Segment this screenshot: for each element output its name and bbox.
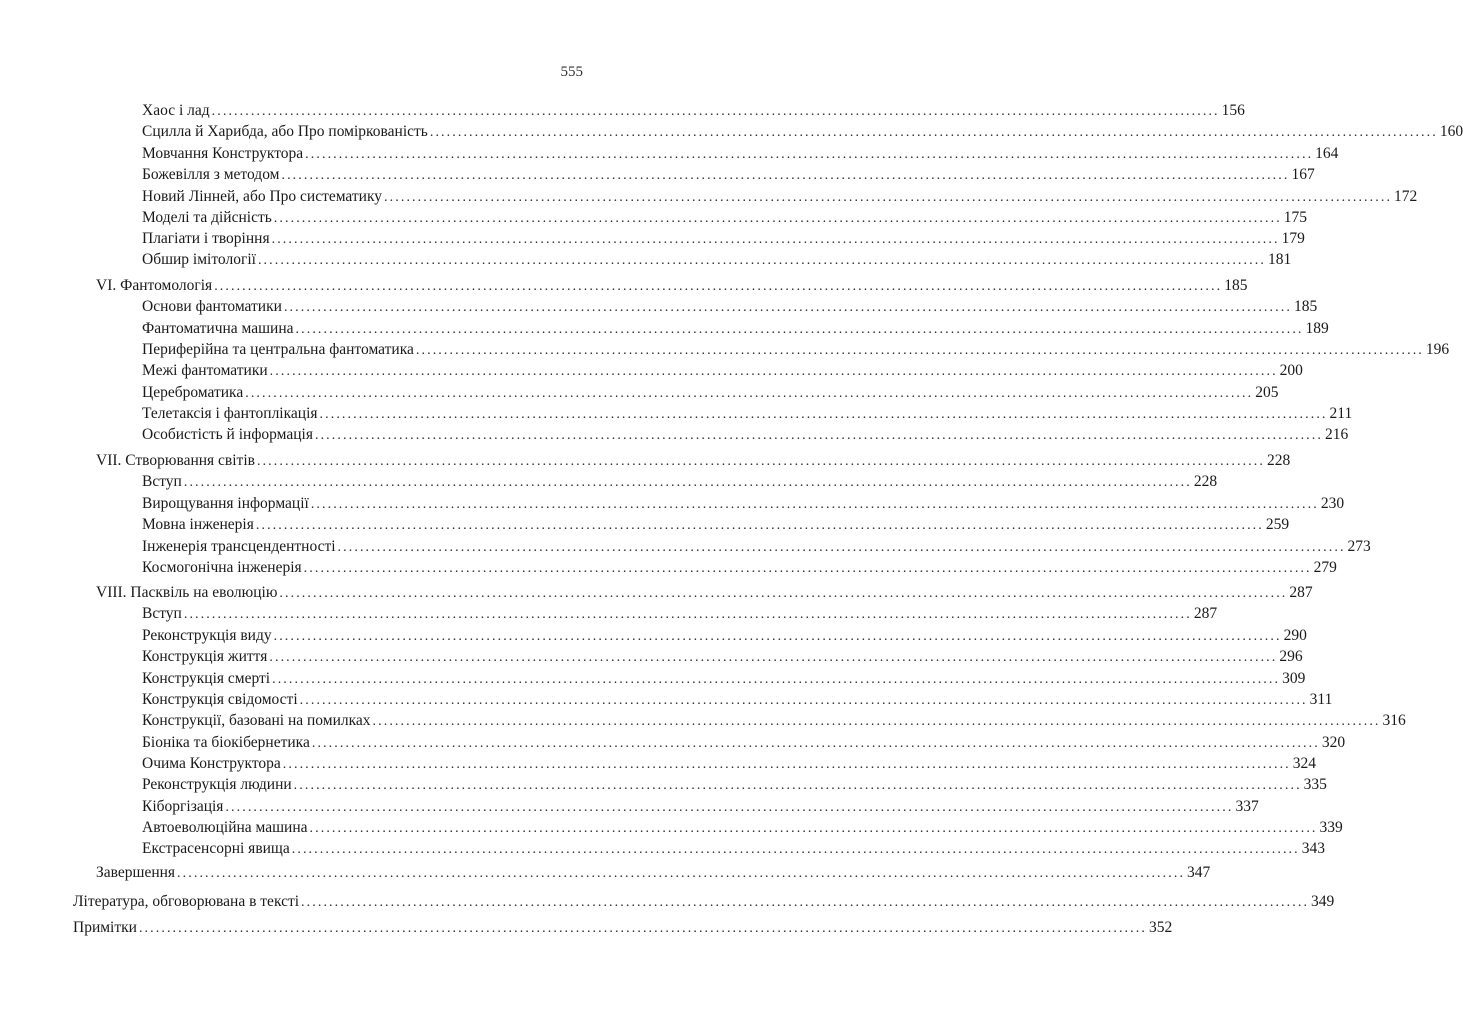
dot-leader: .................................................................................................................................................................................... [279, 586, 1288, 601]
toc-chapter-entry [0, 582, 1313, 604]
toc-entry-title: Завершення [96, 864, 176, 881]
toc-entry-page: 259 [1265, 516, 1290, 533]
dot-leader: .................................................................................................................................................................................... [372, 714, 1381, 729]
dot-leader: .................................................................................................................................................................................... [319, 407, 1328, 422]
toc-entry-page: 352 [1148, 919, 1173, 936]
toc-entry-page: 343 [1301, 840, 1325, 857]
toc-entry-title: Конструкція життя [142, 648, 268, 665]
toc-entry [0, 471, 1218, 493]
toc-entry-page: 228 [1193, 473, 1218, 490]
dot-leader: .................................................................................................................................................................................... [257, 253, 1266, 268]
toc-entry [0, 796, 1259, 818]
dot-leader: .................................................................................................................................................................................... [281, 168, 1290, 183]
toc-entry-title: Периферійна та центральна фантоматика [142, 341, 414, 358]
toc-entry-page: 316 [1382, 712, 1406, 729]
toc-entry-page: 320 [1321, 734, 1346, 751]
toc-entry-title: Плагіати і творіння [142, 230, 270, 247]
toc-entry-page: 156 [1221, 102, 1245, 119]
dot-leader: .................................................................................................................................................................................... [211, 104, 1220, 119]
dot-leader: .................................................................................................................................................................................... [291, 842, 1300, 857]
dot-leader: .................................................................................................................................................................................... [183, 607, 1192, 622]
toc-top-entry [0, 917, 1173, 939]
dot-leader: .................................................................................................................................................................................... [429, 125, 1438, 140]
toc-entry [0, 668, 1306, 690]
dot-leader: .................................................................................................................................................................................... [273, 629, 1282, 644]
toc-entry-title: Інженерія трансцендентності [142, 538, 336, 555]
dot-leader: .................................................................................................................................................................................... [415, 343, 1424, 358]
toc-entry-title: Сцилла й Харибда, або Про поміркованість [142, 123, 428, 140]
toc-entry [0, 838, 1325, 860]
toc-entry [0, 424, 1349, 446]
toc-entry-title: Цереброматика [142, 384, 244, 401]
toc-entry-title: Мовчання Конструктора [142, 145, 304, 162]
toc-entry [0, 339, 1450, 361]
toc-entry-page: 337 [1235, 798, 1259, 815]
toc-entry-title: Конструкції, базовані на помилках [142, 712, 371, 729]
toc-entry-page: 172 [1394, 188, 1418, 205]
toc-entry-page: 189 [1305, 320, 1329, 337]
toc-entry-title: Особистість й інформація [142, 426, 313, 443]
toc-entry-page: 311 [1309, 691, 1333, 708]
toc-entry-page: 273 [1347, 538, 1371, 555]
toc-entry-title: Конструкція свідомості [142, 691, 298, 708]
toc-entry-page: 185 [1293, 298, 1318, 315]
toc-entry-title: VI. Фантомологія [96, 277, 213, 294]
dot-leader: .................................................................................................................................................................................... [314, 428, 1323, 443]
toc-chapter-entry [0, 862, 1211, 884]
toc-entry-title: Обшир імітології [142, 251, 256, 268]
toc-entry-page: 347 [1187, 864, 1211, 881]
toc-entry-title: Очима Конструктора [142, 755, 281, 772]
toc-entry [0, 646, 1303, 668]
toc-entry [0, 753, 1317, 775]
dot-leader: .................................................................................................................................................................................... [256, 454, 1265, 469]
toc-entry-page: 324 [1292, 755, 1317, 772]
toc-entry-title: Телетаксія і фантоплікація [142, 405, 318, 422]
toc-entry-page: 349 [1311, 893, 1335, 910]
toc-entry [0, 557, 1337, 579]
dot-leader: .................................................................................................................................................................................... [273, 211, 1282, 226]
toc-entry-page: 216 [1324, 426, 1349, 443]
toc-entry [0, 403, 1353, 425]
toc-entry-title: Божевілля з методом [142, 166, 280, 183]
toc-entry-page: 175 [1283, 209, 1308, 226]
toc-chapter-entry [0, 450, 1291, 472]
toc-entry [0, 514, 1290, 536]
dot-leader: .................................................................................................................................................................................... [310, 497, 1319, 512]
dot-leader: .................................................................................................................................................................................... [295, 322, 1304, 337]
toc-entry [0, 143, 1339, 165]
toc-entry-title: VII. Створювання світів [96, 452, 255, 469]
toc-entry-page: 287 [1193, 605, 1218, 622]
dot-leader: .................................................................................................................................................................................... [282, 757, 1291, 772]
dot-leader: .................................................................................................................................................................................... [293, 778, 1302, 793]
toc-entry-title: Мовна інженерія [142, 516, 254, 533]
toc-entry-title: Екстрасенсорні явища [142, 840, 290, 857]
toc-entry-page: 196 [1425, 341, 1450, 358]
toc-entry-title: Реконструкція виду [142, 627, 272, 644]
toc-entry [0, 732, 1346, 754]
toc-entry [0, 536, 1371, 558]
toc-entry [0, 710, 1406, 732]
dot-leader: .................................................................................................................................................................................... [183, 475, 1192, 490]
toc-entry-title: Література, обговорювана в тексті [73, 893, 300, 910]
toc-entry [0, 817, 1343, 839]
toc-entry [0, 296, 1318, 318]
dot-leader: .................................................................................................................................................................................... [337, 540, 1346, 555]
toc-entry-page: 185 [1224, 277, 1248, 294]
page-number: 555 [560, 64, 583, 80]
dot-leader: .................................................................................................................................................................................... [245, 386, 1254, 401]
toc-entry [0, 689, 1333, 711]
dot-leader: .................................................................................................................................................................................... [305, 147, 1314, 162]
dot-leader: .................................................................................................................................................................................... [272, 672, 1281, 687]
toc-entry-title: Фантоматична машина [142, 320, 294, 337]
toc-entry [0, 186, 1418, 208]
toc-entry-title: Вступ [142, 473, 182, 490]
toc-chapter-entry [0, 275, 1248, 297]
toc-entry [0, 360, 1303, 382]
toc-entry-title: Біоніка та біокібернетика [142, 734, 310, 751]
toc-entry [0, 249, 1292, 271]
toc-entry [0, 318, 1329, 340]
toc-entry-page: 164 [1315, 145, 1339, 162]
toc-entry-page: 160 [1439, 123, 1463, 140]
toc-entry-title: Вирощування інформації [142, 495, 309, 512]
toc-entry [0, 164, 1315, 186]
toc-entry-title: Конструкція смерті [142, 670, 271, 687]
dot-leader: .................................................................................................................................................................................... [269, 364, 1278, 379]
toc-entry-title: VIII. Пасквіль на еволюцію [96, 584, 278, 601]
toc-entry-page: 296 [1279, 648, 1303, 665]
toc-entry-page: 230 [1320, 495, 1345, 512]
dot-leader: .................................................................................................................................................................................... [301, 895, 1310, 910]
toc-entry [0, 493, 1345, 515]
toc-entry-title: Кіборгізація [142, 798, 224, 815]
toc-entry-title: Основи фантоматики [142, 298, 282, 315]
toc-entry-page: 181 [1267, 251, 1292, 268]
toc-entry [0, 774, 1327, 796]
dot-leader: .................................................................................................................................................................................... [138, 921, 1147, 936]
toc-entry-page: 179 [1281, 230, 1305, 247]
dot-leader: .................................................................................................................................................................................... [271, 232, 1280, 247]
dot-leader: .................................................................................................................................................................................... [269, 650, 1278, 665]
dot-leader: .................................................................................................................................................................................... [311, 736, 1320, 751]
toc-entry-title: Моделі та дійсність [142, 209, 272, 226]
toc-entry [0, 121, 1463, 143]
toc-entry [0, 207, 1308, 229]
toc-entry-title: Новий Лінней, або Про систематику [142, 188, 383, 205]
toc-entry-page: 167 [1291, 166, 1315, 183]
dot-leader: .................................................................................................................................................................................... [225, 800, 1234, 815]
toc-entry-page: 205 [1255, 384, 1279, 401]
dot-leader: .................................................................................................................................................................................... [309, 821, 1318, 836]
dot-leader: .................................................................................................................................................................................... [177, 866, 1186, 881]
dot-leader: .................................................................................................................................................................................... [384, 190, 1393, 205]
toc-entry-title: Межі фантоматики [142, 362, 268, 379]
toc-entry-title: Примітки [73, 919, 137, 936]
toc-entry-title: Хаос і лад [142, 102, 210, 119]
toc-entry [0, 603, 1218, 625]
toc-entry [0, 382, 1279, 404]
toc-entry-page: 279 [1313, 559, 1337, 576]
toc-entry-page: 228 [1266, 452, 1291, 469]
toc-top-entry [0, 891, 1335, 913]
toc-entry [0, 625, 1307, 647]
toc-entry-title: Автоеволюційна машина [142, 819, 308, 836]
dot-leader: .................................................................................................................................................................................... [299, 693, 1308, 708]
dot-leader: .................................................................................................................................................................................... [255, 518, 1264, 533]
toc-entry-page: 211 [1329, 405, 1353, 422]
toc-entry-title: Реконструкція людини [142, 776, 292, 793]
dot-leader: .................................................................................................................................................................................... [283, 300, 1292, 315]
toc-entry-page: 287 [1289, 584, 1313, 601]
toc-entry-page: 309 [1282, 670, 1306, 687]
toc-entry-page: 290 [1283, 627, 1307, 644]
toc-entry-page: 335 [1303, 776, 1327, 793]
toc-entry [0, 228, 1305, 250]
toc-entry-title: Вступ [142, 605, 182, 622]
dot-leader: .................................................................................................................................................................................... [214, 279, 1223, 294]
toc-entry [0, 100, 1245, 122]
toc-entry-page: 200 [1279, 362, 1303, 379]
dot-leader: .................................................................................................................................................................................... [303, 561, 1312, 576]
toc-entry-page: 339 [1319, 819, 1343, 836]
toc-entry-title: Космогонічна інженерія [142, 559, 302, 576]
